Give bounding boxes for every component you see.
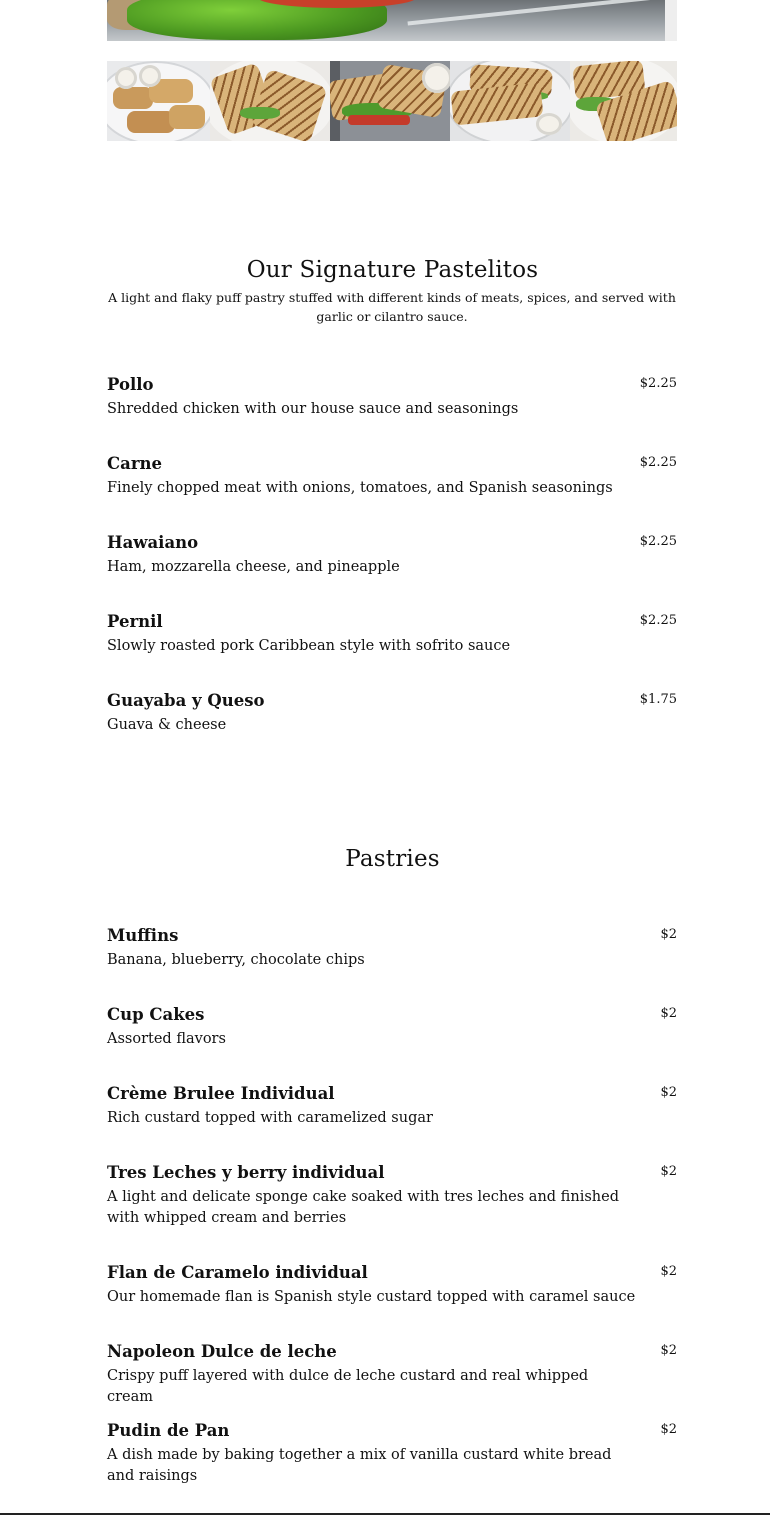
item-name: Napoleon Dulce de leche bbox=[107, 1342, 337, 1361]
item-description: Assorted flavors bbox=[107, 1031, 226, 1047]
item-description: A dish made by baking together a mix of vanilla custard white bread and raisings bbox=[107, 1447, 612, 1484]
menu-item bbox=[107, 374, 677, 420]
item-description: Ham, mozzarella cheese, and pineapple bbox=[107, 559, 400, 575]
item-price: $2 bbox=[660, 1085, 677, 1100]
item-description: Finely chopped meat with onions, tomatoes, and Spanish seasonings bbox=[107, 480, 613, 496]
thumbnail-gallery bbox=[107, 61, 677, 141]
thumbnail-panini[interactable] bbox=[210, 61, 330, 141]
item-name: Cup Cakes bbox=[107, 1005, 205, 1024]
item-price: $1.75 bbox=[639, 692, 677, 707]
item-description: Guava & cheese bbox=[107, 717, 227, 733]
item-name: Guayaba y Queso bbox=[107, 691, 265, 710]
item-name: Muffins bbox=[107, 926, 179, 945]
menu-item bbox=[107, 690, 677, 736]
item-name: Flan de Caramelo individual bbox=[107, 1263, 368, 1282]
item-price: $2.25 bbox=[639, 613, 677, 628]
item-price: $2 bbox=[660, 1164, 677, 1179]
menu-item bbox=[107, 1420, 677, 1487]
thumbnail-club-sandwich[interactable] bbox=[330, 61, 450, 141]
hero-edge bbox=[665, 0, 677, 41]
menu-item bbox=[107, 925, 677, 971]
item-name: Pernil bbox=[107, 612, 163, 631]
menu-item bbox=[107, 1341, 677, 1408]
item-price: $2.25 bbox=[639, 455, 677, 470]
hero-sandwich-image bbox=[107, 0, 665, 41]
thumbnail-pressed-sandwich[interactable] bbox=[450, 61, 570, 141]
item-name: Tres Leches y berry individual bbox=[107, 1163, 385, 1182]
menu-item bbox=[107, 1162, 677, 1229]
item-name: Crème Brulee Individual bbox=[107, 1084, 335, 1103]
item-description: Our homemade flan is Spanish style custard topped with caramel sauce bbox=[107, 1289, 636, 1305]
menu-item bbox=[107, 1083, 677, 1129]
item-price: $2.25 bbox=[639, 534, 677, 549]
pastelitos-title: Our Signature Pastelitos bbox=[246, 257, 539, 283]
menu-item bbox=[107, 1262, 677, 1308]
item-description: Shredded chicken with our house sauce and seasonings bbox=[107, 401, 519, 417]
item-description: Crispy puff layered with dulce de leche custard and real whipped cream bbox=[107, 1368, 589, 1405]
menu-item bbox=[107, 532, 677, 578]
item-description: Slowly roasted pork Caribbean style with sofrito sauce bbox=[107, 638, 511, 654]
item-name: Carne bbox=[107, 454, 163, 473]
item-name: Pudin de Pan bbox=[107, 1421, 230, 1440]
item-price: $2 bbox=[660, 1343, 677, 1358]
item-price: $2.25 bbox=[639, 376, 677, 391]
menu-item bbox=[107, 1004, 677, 1050]
item-price: $2 bbox=[660, 1422, 677, 1437]
pastelitos-description: A light and flaky puff pastry stuffed with different kinds of meats, spices, and served with garlic or cilantro sauce. bbox=[108, 290, 676, 324]
thumbnail-grilled-panini[interactable] bbox=[570, 61, 677, 141]
item-name: Hawaiano bbox=[107, 533, 199, 552]
thumbnail-pastelitos[interactable] bbox=[107, 61, 210, 141]
item-price: $2 bbox=[660, 1006, 677, 1021]
item-name: Pollo bbox=[107, 375, 154, 394]
pastries-title: Pastries bbox=[345, 846, 440, 872]
item-description: Rich custard topped with caramelized sugar bbox=[107, 1110, 433, 1126]
menu-item bbox=[107, 453, 677, 499]
item-price: $2 bbox=[660, 1264, 677, 1279]
item-description: A light and delicate sponge cake soaked with tres leches and finished with whipped cream and berries bbox=[107, 1189, 619, 1226]
item-description: Banana, blueberry, chocolate chips bbox=[107, 952, 365, 968]
menu-item bbox=[107, 611, 677, 657]
item-price: $2 bbox=[660, 927, 677, 942]
